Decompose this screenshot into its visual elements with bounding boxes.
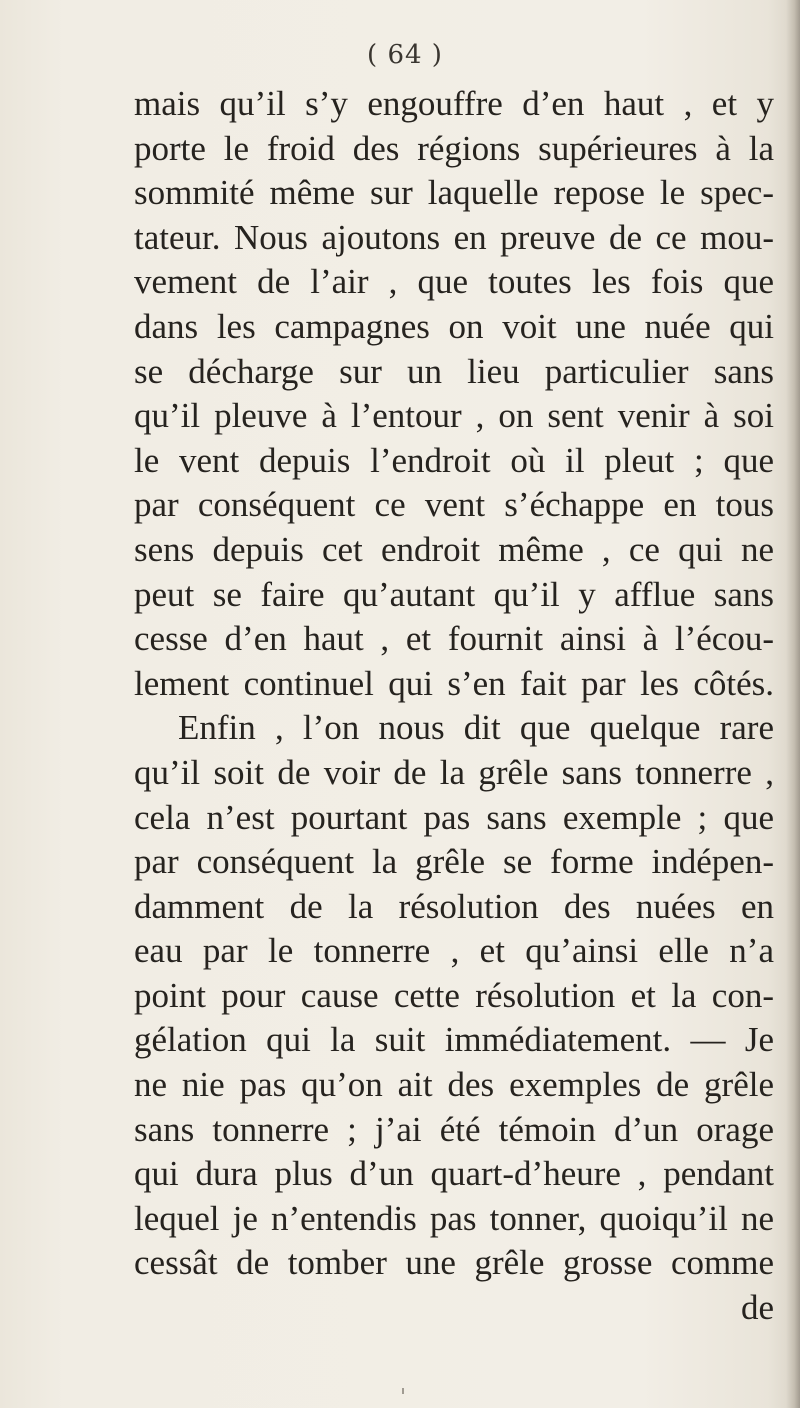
text-line: sans tonnerre ; j’ai été témoin d’un orage [134,1109,774,1149]
text-line: sommité même sur laquelle repose le spec- [134,173,774,213]
text-line: cesse d’en haut , et fournit ainsi à l’écou- [134,619,774,659]
ink-speck [402,1388,404,1394]
text-line: par conséquent la grêle se forme indépen- [134,842,774,882]
page-text [134,82,774,1331]
text-line: mais qu’il s’y engouffre d’en haut , et y [134,84,774,123]
text-line: cessât de tomber une grêle grosse comme [134,1243,774,1283]
text-line: par conséquent ce vent s’échappe en tous [134,485,774,525]
text-line: gélation qui la suit immédiatement. — Je [134,1020,774,1060]
text-line: sens depuis cet endroit même , ce qui ne [134,529,774,569]
text-line: point pour cause cette résolution et la con- [134,975,774,1015]
text-line: eau par le tonnerre , et qu’ainsi elle n’a [134,931,774,971]
text-line: ne nie pas qu’on ait des exemples de grêle [134,1065,774,1105]
page-edge-shadow [786,0,800,1408]
text-line: damment de la résolution des nuées en [134,886,774,926]
text-line: qu’il pleuve à l’entour , on sent venir à soi [134,396,774,436]
text-line: qui dura plus d’un quart-d’heure , pendant [134,1154,774,1194]
text-line: qu’il soit de voir de la grêle sans tonnerre , [134,752,774,792]
paragraph-start-line: Enfin , l’on nous dit que quelque rare [178,708,774,748]
text-line: peut se faire qu’autant qu’il y afflue sans [134,574,774,614]
text-line: lequel je n’entendis pas tonner, quoiqu’il ne [134,1198,774,1238]
catchword: de [740,1288,774,1328]
text-line: porte le froid des régions supérieures à la [134,128,774,168]
text-line: vement de l’air , que toutes les fois que [134,262,774,302]
text-line: cela n’est pourtant pas sans exemple ; que [134,797,774,837]
text-line: lement continuel qui s’en fait par les côtés. [134,663,774,703]
text-line: le vent depuis l’endroit où il pleut ; que [134,440,774,480]
text-line: tateur. Nous ajoutons en preuve de ce mou- [134,217,774,257]
text-line: dans les campagnes on voit une nuée qui [134,306,774,346]
page-number: ( 64 ) [367,40,443,70]
text-line: se décharge sur un lieu particulier sans [134,351,774,391]
